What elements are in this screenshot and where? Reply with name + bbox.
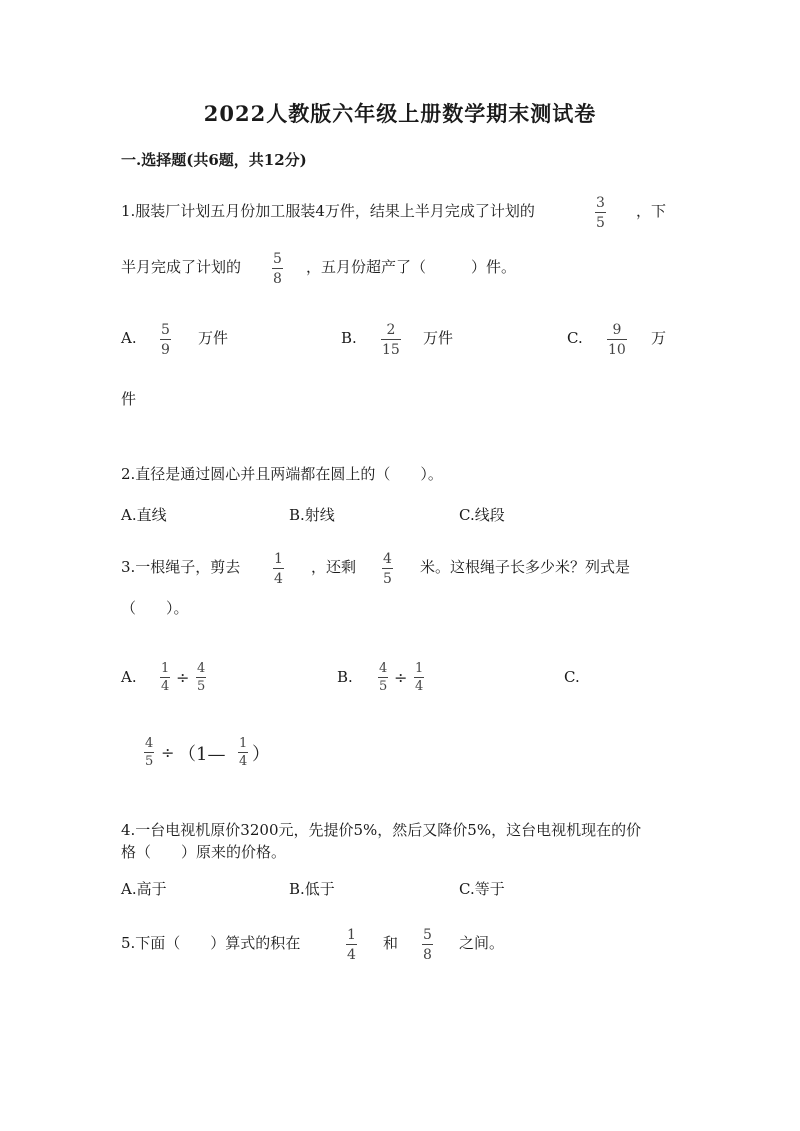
q3-option-c-right-paren: ） — [252, 744, 270, 765]
q1-option-c-fraction — [607, 322, 627, 358]
q3-fraction-four-fifths — [382, 551, 393, 587]
fraction-bar — [414, 677, 424, 678]
q1-option-b-unit: 万件 — [423, 329, 454, 347]
q3-option-c-fraction-2 — [238, 737, 248, 769]
q4-stem-line-2: 格（ ）原来的价格。 — [121, 843, 287, 861]
q2-option-b[interactable]: B.射线 — [289, 506, 335, 524]
fraction-denominator: 5 — [596, 215, 605, 231]
q3-option-c-left-paren: （1— — [178, 744, 226, 765]
q1-option-b-label[interactable]: B. — [341, 329, 357, 347]
q2-stem: 2.直径是通过圆心并且两端都在圆上的（ ）。 — [121, 465, 443, 483]
fraction-bar — [238, 752, 248, 753]
q1-option-c-unit-wrap: 件 — [121, 390, 137, 408]
fraction-denominator: 4 — [239, 754, 248, 769]
fraction-denominator: 4 — [347, 947, 356, 963]
q4-option-b[interactable]: B.低于 — [289, 880, 335, 898]
fraction-bar — [346, 944, 357, 945]
fraction-numerator: 1 — [347, 927, 356, 943]
fraction-denominator: 15 — [382, 342, 400, 358]
fraction-numerator: 4 — [383, 551, 392, 567]
q1-option-c-unit: 万 — [651, 329, 667, 347]
page-title: 2022人教版六年级上册数学期末测试卷 — [203, 101, 597, 126]
q3-stem-part-1: 3.一根绳子，剪去 — [121, 558, 241, 576]
fraction-bar — [378, 677, 388, 678]
fraction-denominator: 4 — [274, 571, 283, 587]
fraction-bar — [272, 268, 283, 269]
q2-option-c[interactable]: C.线段 — [459, 506, 505, 524]
fraction-numerator: 1 — [161, 661, 170, 676]
fraction-bar — [595, 212, 606, 213]
q1-option-a-fraction — [160, 322, 171, 358]
fraction-denominator: 5 — [379, 679, 388, 694]
fraction-denominator: 8 — [273, 271, 282, 287]
q5-stem-part-1: 5.下面（ ）算式的积在 — [121, 934, 301, 952]
q1-option-b-fraction — [381, 322, 401, 358]
q3-option-b-divide-sign: ÷ — [394, 668, 408, 687]
fraction-bar — [607, 339, 627, 340]
q3-option-b-fraction-1 — [378, 662, 388, 694]
section-heading: 一.选择题(共6题，共12分) — [121, 151, 307, 169]
fraction-bar — [144, 752, 154, 753]
q4-stem-line-1: 4.一台电视机原价3200元，先提价5%，然后又降价5%，这台电视机现在的价 — [121, 821, 642, 839]
q5-fraction-one-quarter — [346, 927, 357, 963]
q3-option-b-fraction-2 — [414, 662, 424, 694]
q1-stem-part-1: 1.服装厂计划五月份加工服装4万件，结果上半月完成了计划的 — [121, 202, 535, 220]
fraction-denominator: 8 — [423, 947, 432, 963]
fraction-bar — [382, 568, 393, 569]
q5-stem-part-2: 和 — [383, 934, 399, 952]
fraction-denominator: 9 — [161, 342, 170, 358]
fraction-bar — [196, 677, 206, 678]
fraction-numerator: 3 — [596, 195, 605, 211]
q3-stem-part-2: ，还剩 — [311, 558, 357, 576]
q1-stem-part-4: ，五月份超产了（ ）件。 — [306, 258, 517, 276]
q5-fraction-five-eighths — [422, 927, 433, 963]
q4-option-c[interactable]: C.等于 — [459, 880, 505, 898]
fraction-numerator: 4 — [145, 736, 154, 751]
fraction-denominator: 10 — [608, 342, 626, 358]
q3-option-c-fraction-1 — [144, 737, 154, 769]
q3-option-c-label[interactable]: C. — [564, 668, 580, 686]
q5-stem-part-3: 之间。 — [459, 934, 505, 952]
q3-option-c-divide-sign: ÷ — [161, 743, 175, 762]
fraction-bar — [160, 677, 170, 678]
fraction-numerator: 9 — [612, 322, 622, 338]
fraction-denominator: 5 — [197, 679, 206, 694]
q3-option-a-fraction-2 — [196, 662, 206, 694]
q2-option-a[interactable]: A.直线 — [121, 506, 167, 524]
fraction-numerator: 2 — [386, 322, 396, 338]
fraction-bar — [381, 339, 401, 340]
q3-option-a-fraction-1 — [160, 662, 170, 694]
q3-stem-part-3: 米。这根绳子长多少米？列式是 — [420, 558, 631, 576]
fraction-numerator: 1 — [274, 551, 283, 567]
fraction-bar — [160, 339, 171, 340]
fraction-denominator: 5 — [383, 571, 392, 587]
q3-option-b-label[interactable]: B. — [337, 668, 353, 686]
fraction-numerator: 5 — [423, 927, 432, 943]
fraction-numerator: 5 — [273, 251, 282, 267]
q1-stem-part-2: ，下 — [636, 202, 667, 220]
fraction-numerator: 5 — [161, 322, 170, 338]
fraction-denominator: 5 — [145, 754, 154, 769]
q3-option-a-divide-sign: ÷ — [176, 668, 190, 687]
fraction-numerator: 1 — [415, 661, 424, 676]
q1-option-c-label[interactable]: C. — [567, 329, 583, 347]
fraction-numerator: 4 — [379, 661, 388, 676]
q1-fraction-three-fifths — [595, 195, 606, 231]
q1-option-a-label[interactable]: A. — [121, 329, 137, 347]
q3-option-a-label[interactable]: A. — [121, 668, 137, 686]
q1-option-a-unit: 万件 — [198, 329, 229, 347]
q1-stem-part-3: 半月完成了计划的 — [121, 258, 242, 276]
q3-fraction-one-quarter — [273, 551, 284, 587]
fraction-numerator: 1 — [239, 736, 248, 751]
fraction-denominator: 4 — [161, 679, 170, 694]
q3-stem-part-4: （ ）。 — [121, 599, 189, 617]
fraction-bar — [422, 944, 433, 945]
fraction-bar — [273, 568, 284, 569]
fraction-numerator: 4 — [197, 661, 206, 676]
q4-option-a[interactable]: A.高于 — [121, 880, 167, 898]
q1-fraction-five-eighths — [272, 251, 283, 287]
fraction-denominator: 4 — [415, 679, 424, 694]
